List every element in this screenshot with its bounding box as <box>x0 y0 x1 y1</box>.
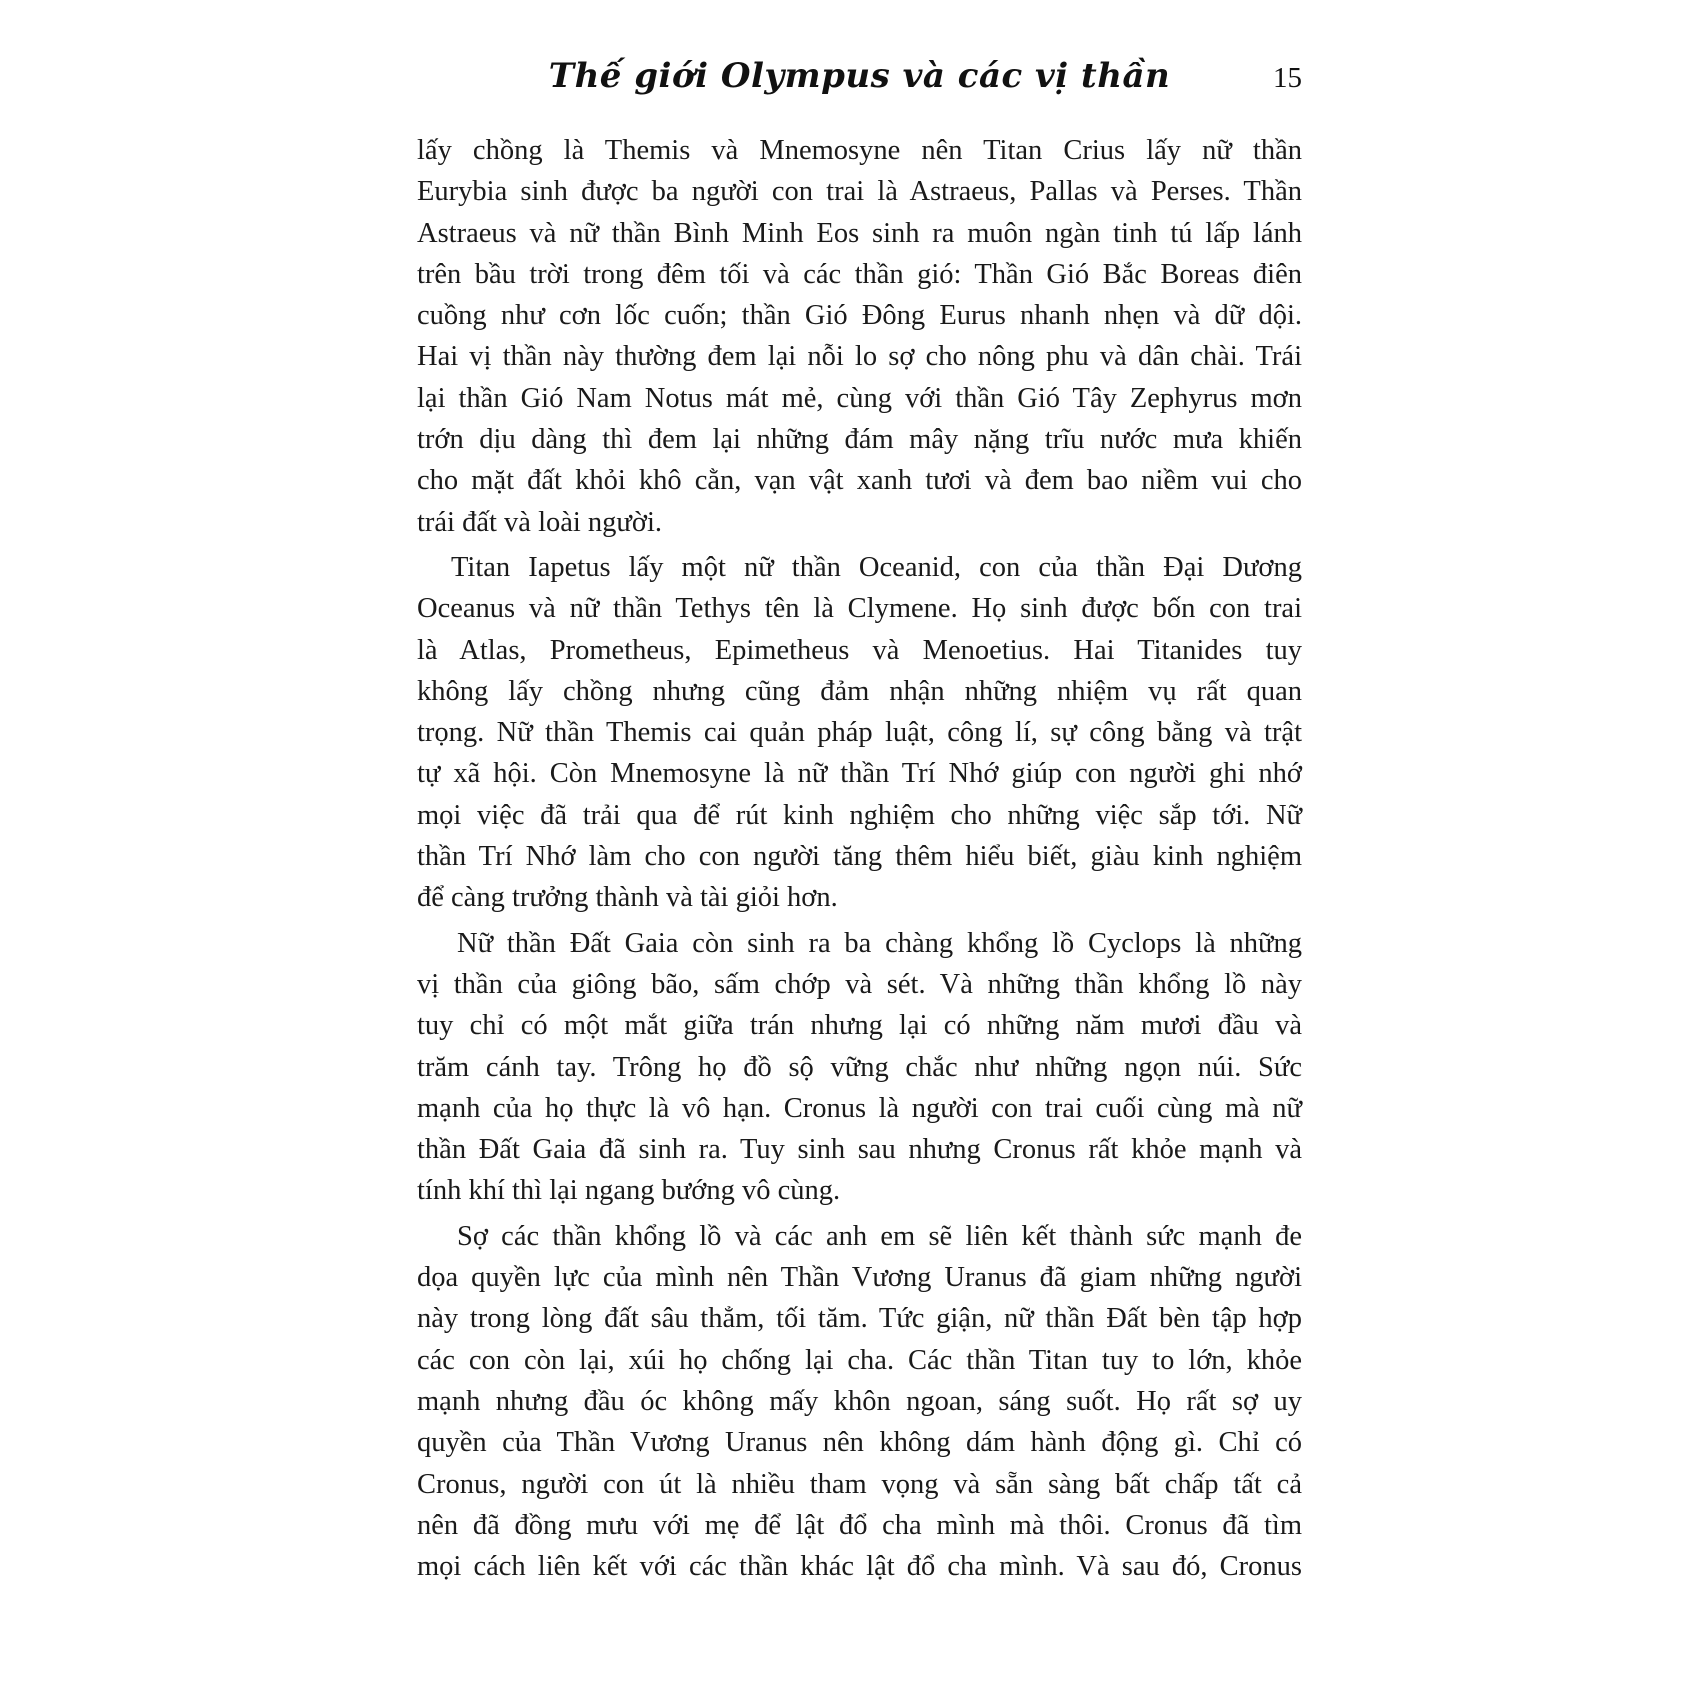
text-line: lấy chồng là Themis và Mnemosyne nên Titan Crius lấy nữ thần <box>417 135 1302 166</box>
text-line: Astraeus và nữ thần Bình Minh Eos sinh ra muôn ngàn tinh tú lấp lánh <box>417 217 1302 249</box>
text-line: không lấy chồng nhưng cũng đảm nhận những nhiệm vụ rất quan <box>417 675 1302 707</box>
text-line: mọi cách liên kết với các thần khác lật đổ cha mình. Và sau đó, Cronus <box>417 1551 1302 1583</box>
text-line: là Atlas, Prometheus, Epimetheus và Menoetius. Hai Titanides tuy <box>417 634 1302 666</box>
text-line: Eurybia sinh được ba người con trai là Astraeus, Pallas và Perses. Thần <box>417 176 1302 208</box>
text-line: mạnh nhưng đầu óc không mấy khôn ngoan, sáng suốt. Họ rất sợ uy <box>417 1385 1302 1417</box>
body-text <box>417 130 1302 1587</box>
text-line: mọi việc đã trải qua để rút kinh nghiệm cho những việc sắp tới. Nữ <box>417 799 1302 831</box>
text-line: này trong lòng đất sâu thẳm, tối tăm. Tức giận, nữ thần Đất bèn tập hợp <box>417 1303 1302 1335</box>
text-line: Hai vị thần này thường đem lại nỗi lo sợ cho nông phu và dân chài. Trái <box>417 341 1302 373</box>
text-line: vị thần của giông bão, sấm chớp và sét. Và những thần khổng lồ này <box>417 968 1302 1000</box>
text-line: cho mặt đất khỏi khô cằn, vạn vật xanh tươi và đem bao niềm vui cho <box>417 465 1302 497</box>
text-line: tuy chỉ có một mắt giữa trán nhưng lại có những năm mươi đầu và <box>417 1010 1302 1042</box>
text-line: tính khí thì lại ngang bướng vô cùng. <box>417 1175 841 1207</box>
paragraph-1 <box>417 130 1302 543</box>
text-line: Nữ thần Đất Gaia còn sinh ra ba chàng khổng lồ Cyclops là những <box>457 927 1302 959</box>
text-line: Oceanus và nữ thần Tethys tên là Clymene. Họ sinh được bốn con trai <box>417 593 1302 625</box>
text-line: thần Trí Nhớ làm cho con người tăng thêm hiểu biết, giàu kinh nghiệm <box>417 841 1302 873</box>
text-line: trọng. Nữ thần Themis cai quản pháp luật, công lí, sự công bằng và trật <box>417 717 1302 749</box>
text-line: Cronus, người con út là nhiều tham vọng và sẵn sàng bất chấp tất cả <box>417 1468 1302 1500</box>
text-line: Titan Iapetus lấy một nữ thần Oceanid, con của thần Đại Dương <box>451 551 1302 583</box>
text-line: quyền của Thần Vương Uranus nên không dám hành động gì. Chỉ có <box>417 1427 1302 1459</box>
text-line: trăm cánh tay. Trông họ đồ sộ vững chắc như những ngọn núi. Sức <box>417 1051 1302 1083</box>
text-line: cuồng như cơn lốc cuốn; thần Gió Đông Eurus nhanh nhẹn và dữ dội. <box>417 300 1302 332</box>
text-line: để càng trưởng thành và tài giỏi hơn. <box>417 882 838 914</box>
paragraph-2 <box>417 547 1302 919</box>
text-line: nên đã đồng mưu với mẹ để lật đổ cha mình mà thôi. Cronus đã tìm <box>417 1509 1302 1541</box>
page-number: 15 <box>1273 62 1302 94</box>
text-line: Sợ các thần khổng lồ và các anh em sẽ liên kết thành sức mạnh đe <box>457 1220 1302 1252</box>
text-line: tự xã hội. Còn Mnemosyne là nữ thần Trí Nhớ giúp con người ghi nhớ <box>417 758 1302 790</box>
text-line: trái đất và loài người. <box>417 506 662 538</box>
text-line: dọa quyền lực của mình nên Thần Vương Uranus đã giam những người <box>417 1262 1302 1294</box>
text-line: thần Đất Gaia đã sinh ra. Tuy sinh sau nhưng Cronus rất khỏe mạnh và <box>417 1134 1302 1166</box>
book-title: Thế giới Olympus và các vị thần <box>548 56 1171 96</box>
paragraph-3 <box>417 923 1302 1212</box>
text-line: lại thần Gió Nam Notus mát mẻ, cùng với thần Gió Tây Zephyrus mơn <box>417 382 1302 414</box>
running-header <box>417 52 1302 108</box>
paragraph-4 <box>417 1216 1302 1588</box>
text-line: trên bầu trời trong đêm tối và các thần gió: Thần Gió Bắc Boreas điên <box>417 258 1302 290</box>
text-line: mạnh của họ thực là vô hạn. Cronus là người con trai cuối cùng mà nữ <box>417 1092 1302 1124</box>
text-line: trớn dịu dàng thì đem lại những đám mây nặng trĩu nước mưa khiến <box>417 424 1302 456</box>
text-line: các con còn lại, xúi họ chống lại cha. Các thần Titan tuy to lớn, khỏe <box>417 1344 1302 1376</box>
